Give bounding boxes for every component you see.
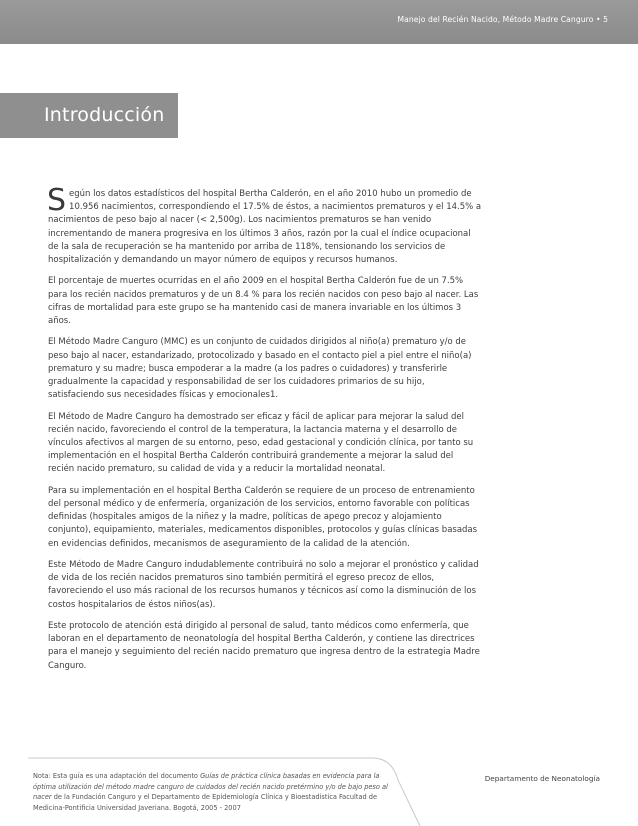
paragraph-2: El porcentaje de muertes ocurridas en el año 2009 en el hospital Bertha Calderón fue de un 7.5% para los recién nacidos prematuros y de un 8.4 % para los recién nacidos con peso bajo al nacer. Las cifras de mortalidad para este grupo se ha mantenido casi de manera invariable en los últimos 3 años. — [48, 276, 479, 327]
header-bar — [0, 0, 638, 44]
footer-note-italic: Guías de práctica clínica basadas en evidencia para la óptima utilización del método madre canguro de cuidados del recién nacido pretérmino y/o de bajo peso al nacer — [33, 772, 388, 802]
paragraph-1 — [47, 183, 482, 267]
drop-cap: S — [47, 183, 67, 218]
running-header: Manejo del Recién Nacido, Método Madre Canguro • 5 — [397, 15, 608, 24]
footer-note — [33, 771, 389, 813]
paragraph-7: Este protocolo de atención está dirigido al personal de salud, tanto médicos como enfermería, que laboran en el departamento de neonatología del hospital Bertha Calderón, y contiene las directrices para el manejo y seguimiento del recién nacido prematuro que ingresa dentro de la estrategia Madre Canguro. — [48, 621, 480, 671]
paragraph-3: El Método Madre Canguro (MMC) es un conjunto de cuidados dirigidos al niño(a) prematuro y/o de peso bajo al nacer, estandarizado, protocolizado y basado en el contacto piel a piel entre el niño(a) prematuro y su madre; busca empoderar a la madre (a los padres o cuidadores) y transferirle gradualmente la capacidad y responsabilidad de ser los cuidadores primarios de su hijo, satisfaciendo sus necesidades físicas y emocionales1. — [48, 337, 472, 401]
paragraph-4: El Método de Madre Canguro ha demostrado ser eficaz y fácil de aplicar para mejorar la salud del recién nacido, favoreciendo el control de la temperatura, la lactancia materna y el desarrollo de vínculos afectivos al margen de su entorno, peso, edad gestacional y condición clínica, por tanto su implementación en el hospital Bertha Calderón contribuirá grandemente a mejorar la salud del recién nacido prematuro, su calidad de vida y a reducir la mortalidad neonatal. — [48, 411, 474, 475]
department-label: Departamento de Neonatología — [484, 774, 600, 783]
section-title: Introducción — [44, 104, 165, 126]
paragraph-1-text: egún los datos estadísticos del hospital Bertha Calderón, en el año 2010 hubo un promedio de 10.956 nacimientos, correspondiendo el 17.5% de éstos, a nacimientos prematuros y el 14.5% a nacimientos de peso bajo al nacer (< 2,500g). Los nacimientos prematuros se han venido incrementando de manera progresiva en los últimos 3 años, razón por la cual el índice ocupacional de la sala de recuperación se ha mantenido por arriba de 118%, tensionando los servicios de hospitalización y demandando un mayor número de equipos y recursos humanos. — [48, 189, 482, 266]
footer-note-suffix: de la Fundación Canguro y el Departamento de Epidemiología Clínica y Bioestadística Facultad de Medicina-Pontificia Universidad Javeriana. Bogotá, 2005 - 2007 — [33, 793, 378, 812]
footer-note-prefix: Nota: Esta guía es una adaptación del documento — [33, 772, 201, 780]
paragraph-6: Este Método de Madre Canguro indudablemente contribuirá no solo a mejorar el pronóstico y calidad de vida de los recién nacidos prematuros sino también permitirá el egreso precoz de ellos, favoreciendo el uso más racional de los recursos humanos y técnicos así como la disminución de los costos hospitalarios de éstos niños(as). — [48, 560, 479, 610]
paragraph-5: Para su implementación en el hospital Bertha Calderón se requiere de un proceso de entrenamiento del personal médico y de enfermería, organización de los servicios, entorno favorable con políticas definidas (hospitales amigos de la niñez y la madre, políticas de apego precoz y alojamiento conjunto), equipamiento, materiales, medicamentos disponibles, protocolos y guías clínicas basadas en evidencias definidos, mecanismos de aseguramiento de la calidad de la atención. — [48, 485, 478, 549]
body-text — [47, 183, 482, 681]
